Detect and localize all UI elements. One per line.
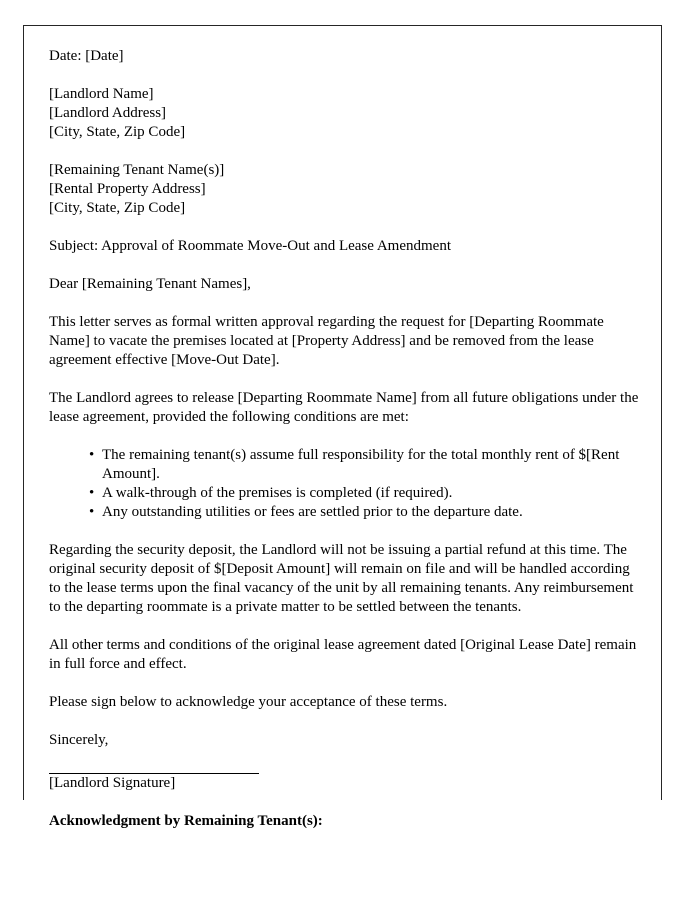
spacer [49, 674, 641, 693]
signature-label: [Landlord Signature] [49, 775, 176, 791]
closing-salutation: Sincerely, [49, 732, 109, 748]
letter-body [49, 47, 641, 831]
date-line: Date: [Date] [49, 48, 124, 64]
spacer [49, 294, 641, 313]
paragraph-other-terms: All other terms and conditions of the original lease agreement dated [Original Lease Date] remain in full force and effect. [49, 637, 637, 672]
acknowledgment-heading: Acknowledgment by Remaining Tenant(s): [49, 813, 323, 829]
spacer [49, 142, 641, 161]
rental-property-address: [Rental Property Address] [49, 181, 206, 197]
list-item: • Any outstanding utilities or fees are settled prior to the departure date. [89, 503, 641, 522]
spacer [49, 750, 641, 773]
landlord-address-block [49, 85, 641, 142]
landlord-city-state-zip: [City, State, Zip Code] [49, 124, 186, 140]
paragraph-sign-request: Please sign below to acknowledge your acceptance of these terms. [49, 694, 448, 710]
spacer [49, 793, 641, 812]
paragraph-security-deposit: Regarding the security deposit, the Landlord will not be issuing a partial refund at this time. The original security deposit of $[Deposit Amount] will remain on file and will be handled according to the lease terms upon the final vacancy of the unit by all remaining tenants. Any reimbursement to the departing roommate is a private matter to be settled between the tenants. [49, 542, 634, 615]
landlord-name: [Landlord Name] [49, 86, 154, 102]
spacer [49, 617, 641, 636]
conditions-list [49, 446, 641, 522]
list-item: • A walk-through of the premises is completed (if required). [89, 484, 641, 503]
spacer [49, 66, 641, 85]
spacer [49, 712, 641, 731]
paragraph-intro: This letter serves as formal written approval regarding the request for [Departing Roommate Name] to vacate the premises located at [Property Address] and be removed from the lease agreement effective [Move-Out Date]. [49, 314, 604, 368]
document-page [23, 25, 662, 829]
spacer [49, 522, 641, 541]
spacer [49, 427, 641, 446]
spacer [49, 256, 641, 275]
paragraph-release: The Landlord agrees to release [Departing Roommate Name] from all future obligations under the lease agreement, provided the following conditions are met: [49, 390, 639, 425]
tenant-address-block [49, 161, 641, 218]
spacer [49, 218, 641, 237]
spacer [49, 370, 641, 389]
landlord-address: [Landlord Address] [49, 105, 167, 121]
list-item: • The remaining tenant(s) assume full responsibility for the total monthly rent of $[Rent Amount]. [89, 446, 641, 484]
subject-line: Subject: Approval of Roommate Move-Out and Lease Amendment [49, 238, 451, 254]
tenant-name: [Remaining Tenant Name(s)] [49, 162, 225, 178]
salutation: Dear [Remaining Tenant Names], [49, 276, 251, 292]
tenant-city-state-zip: [City, State, Zip Code] [49, 200, 186, 216]
